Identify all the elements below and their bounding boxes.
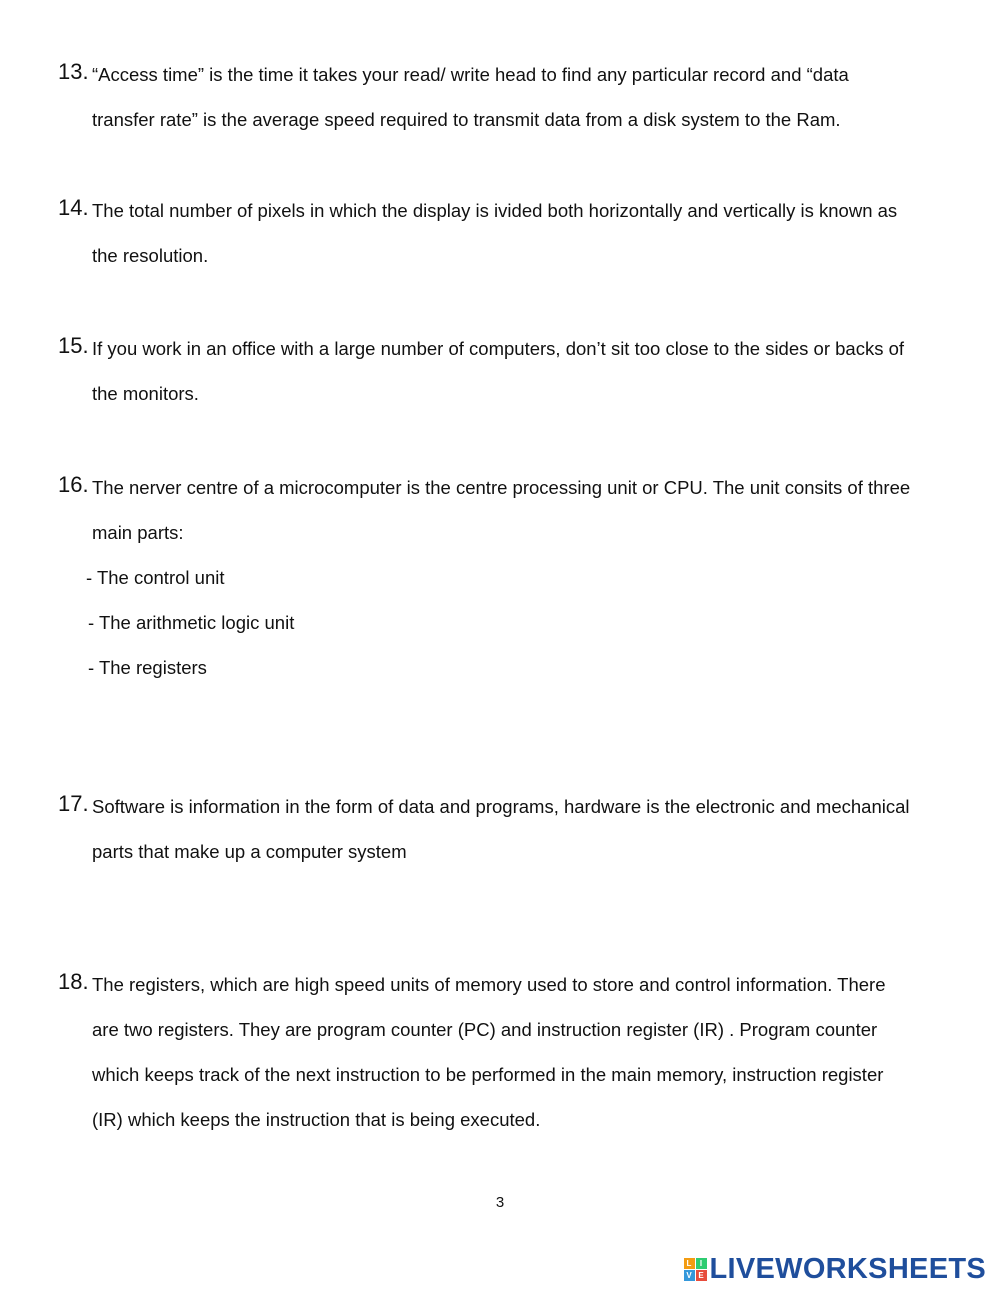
item-text-line: main parts: — [92, 522, 184, 543]
item-text-line: “Access time” is the time it takes your read/ write head to find any particular record and “data — [92, 64, 849, 85]
item-number: 14. — [58, 195, 89, 220]
logo-tiles-icon — [684, 1258, 707, 1281]
sub-item-registers: - The registers — [88, 657, 207, 678]
item-number: 18. — [58, 969, 89, 994]
logo-tile: L — [684, 1258, 695, 1269]
sub-item-control-unit: - The control unit — [86, 567, 225, 588]
item-text-line: the resolution. — [92, 245, 209, 266]
item-text-line: If you work in an office with a large number of computers, don’t sit too close to the sides or backs of — [92, 338, 905, 359]
item-number: 16. — [58, 472, 89, 497]
item-text-line: which keeps track of the next instruction to be performed in the main memory, instruction register — [92, 1064, 884, 1085]
brand-name: LIVEWORKSHEETS — [709, 1252, 986, 1285]
item-text-line: (IR) which keeps the instruction that is being executed. — [92, 1109, 541, 1130]
liveworksheets-logo[interactable] — [684, 1252, 987, 1286]
item-number: 13. — [58, 59, 89, 84]
logo-tile: E — [696, 1270, 707, 1281]
item-text-line: Software is information in the form of data and programs, hardware is the electronic and mechanical — [92, 796, 910, 817]
item-text-line: The total number of pixels in which the display is ivided both horizontally and vertically is known as — [92, 200, 898, 221]
logo-tile: I — [696, 1258, 707, 1269]
item-text-line: The nerver centre of a microcomputer is the centre processing unit or CPU. The unit consits of three — [92, 477, 911, 498]
logo-tile: V — [684, 1270, 695, 1281]
page-number: 3 — [495, 1194, 505, 1211]
item-text-line: transfer rate” is the average speed required to transmit data from a disk system to the Ram. — [92, 109, 841, 130]
item-number: 17. — [58, 791, 89, 816]
item-text-line: the monitors. — [92, 383, 199, 404]
item-number: 15. — [58, 333, 89, 358]
item-text-line: are two registers. They are program counter (PC) and instruction register (IR) . Program counter — [92, 1019, 878, 1040]
sub-item-arithmetic-logic-unit: - The arithmetic logic unit — [88, 612, 295, 633]
item-text-line: The registers, which are high speed units of memory used to store and control information. There — [92, 974, 886, 995]
item-text-line: parts that make up a computer system — [92, 841, 407, 862]
